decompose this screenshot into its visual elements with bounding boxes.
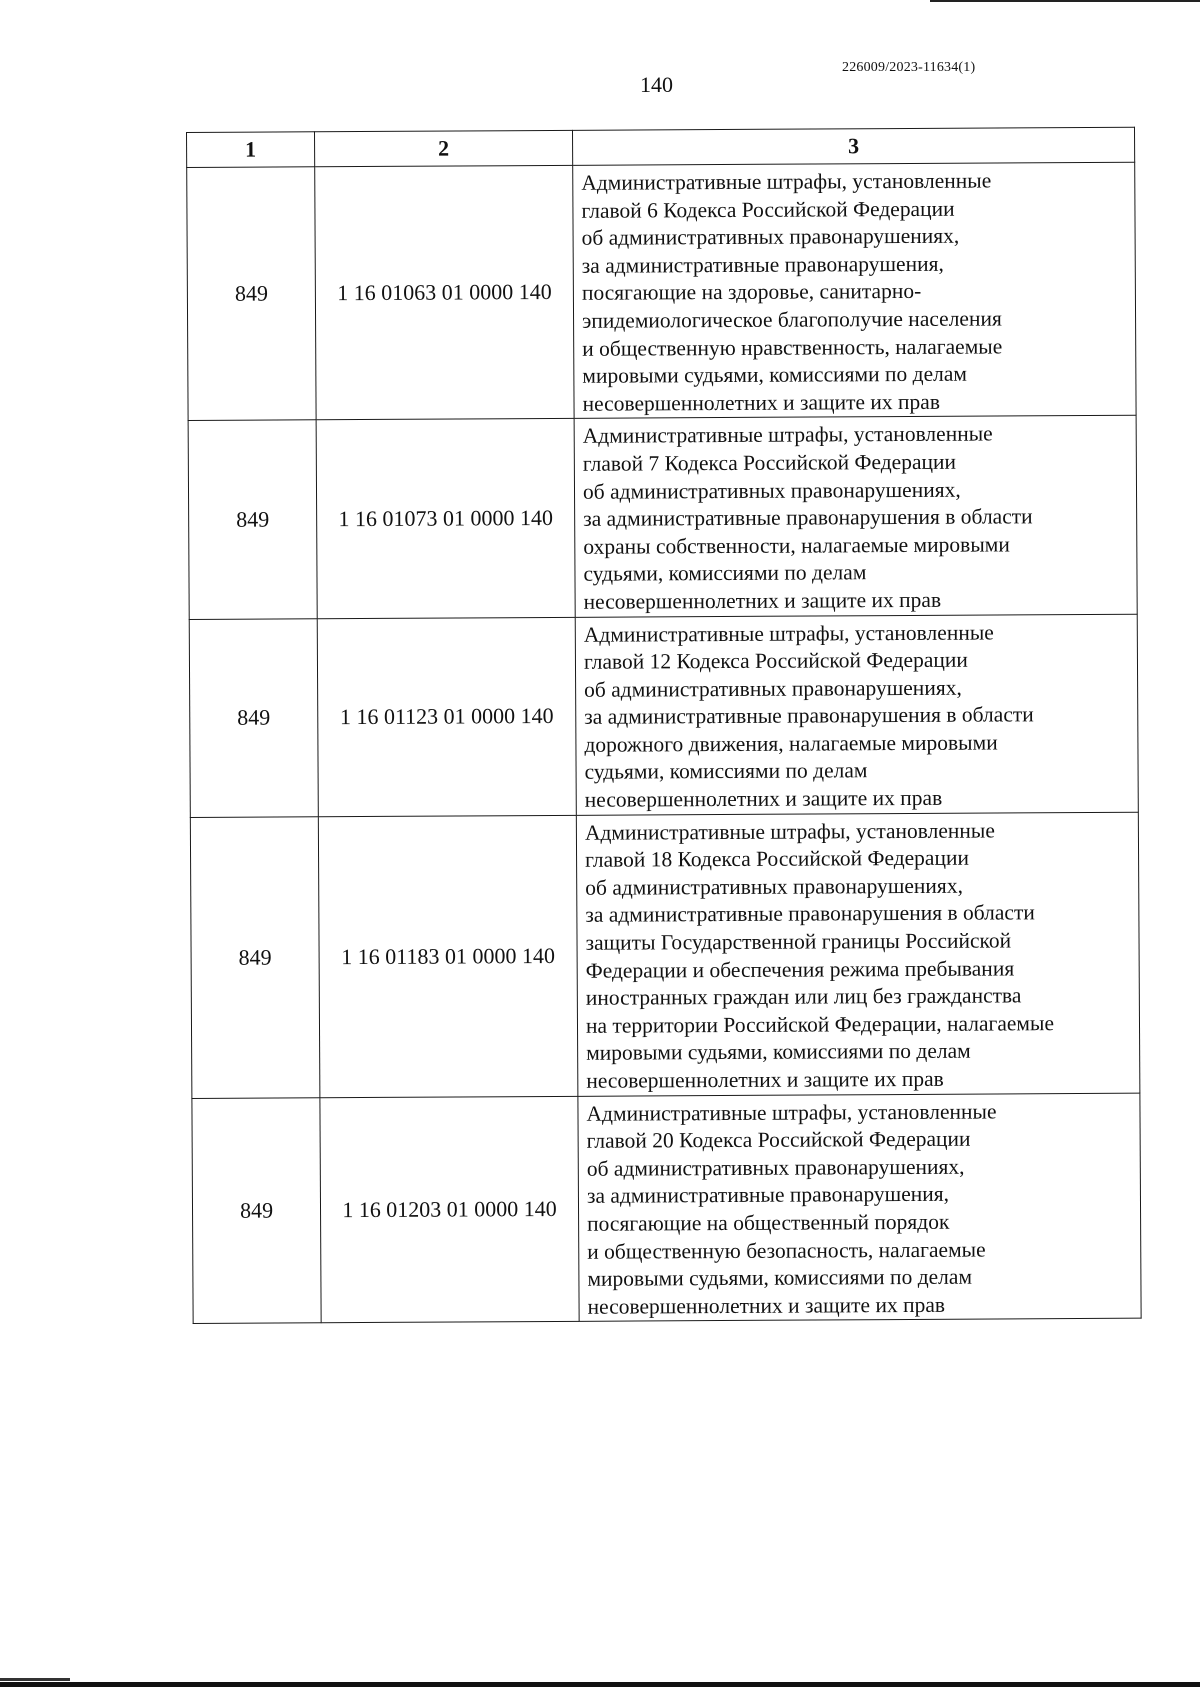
description-line: дорожного движения, налагаемые мировыми [584, 730, 998, 757]
description-line: за административные правонарушения в области [584, 702, 1034, 730]
revenue-description-cell [573, 162, 1136, 418]
budget-classification-code-cell: 1 16 01183 01 0000 140 [318, 815, 578, 1097]
description-line: несовершеннолетних и защите их прав [586, 1066, 944, 1093]
description-line: об административных правонарушениях, [586, 1154, 965, 1181]
description-line: Административные штрафы, установленные [586, 1099, 997, 1126]
scan-bottom-edge-band [0, 1682, 1200, 1687]
description-line: и общественную безопасность, налагаемые [587, 1237, 986, 1264]
description-line: мировыми судьями, комиссиями по делам [586, 1039, 971, 1066]
description-line: посягающие на общественный порядок [587, 1209, 950, 1236]
column-header-1: 1 [187, 132, 315, 168]
description-line: мировыми судьями, комиссиями по делам [587, 1264, 973, 1291]
table-row [188, 416, 1137, 619]
description-line: главой 6 Кодекса Российской Федерации [581, 196, 955, 223]
description-line: и общественную нравственность, налагаемые [582, 334, 1003, 361]
budget-codes-table [186, 127, 1142, 1325]
description-line: главой 7 Кодекса Российской Федерации [582, 449, 957, 476]
description-line: Административные штрафы, установленные [584, 818, 995, 845]
description-line: несовершеннолетних и защите их прав [587, 1292, 946, 1319]
table-row [187, 162, 1136, 421]
description-line: мировыми судьями, комиссиями по делам [582, 361, 968, 388]
description-line: несовершеннолетних и защите их прав [583, 587, 942, 614]
description-line: Административные штрафы, установленные [582, 421, 993, 449]
description-line: иностранных граждан или лиц без гражданства [585, 983, 1022, 1010]
scan-bottom-edge-mark [0, 1678, 70, 1681]
description-line: за административные правонарушения, [586, 1182, 950, 1209]
budget-classification-code-cell: 1 16 01203 01 0000 140 [320, 1096, 579, 1323]
table-row [189, 614, 1138, 817]
description-line: главой 18 Кодекса Российской Федерации [585, 845, 970, 873]
page-number: 140 [640, 72, 673, 97]
description-line: за административные правонарушения, [581, 251, 944, 278]
table-row [190, 812, 1140, 1098]
table-header-row [187, 127, 1135, 167]
description-line: эпидемиологическое благополучие населения [581, 306, 1002, 333]
description-line: главой 20 Кодекса Российской Федерации [586, 1126, 971, 1153]
description-line: на территории Российской Федерации, налагаемые [585, 1010, 1055, 1038]
admin-code-cell: 849 [187, 167, 316, 421]
document-id: 226009/2023-11634(1) [842, 60, 976, 75]
description-line: главой 12 Кодекса Российской Федерации [583, 647, 968, 674]
description-line: об административных правонарушениях, [582, 477, 961, 504]
budget-classification-code-cell: 1 16 01073 01 0000 140 [316, 419, 575, 619]
description-line: Административные штрафы, установленные [583, 619, 994, 647]
description-line: посягающие на здоровье, санитарно- [581, 279, 922, 306]
description-line: за административные правонарушения в области [583, 504, 1033, 531]
budget-classification-code-cell: 1 16 01123 01 0000 140 [317, 617, 576, 817]
description-line: об административных правонарушениях, [585, 873, 963, 900]
revenue-description-cell [578, 1093, 1141, 1322]
budget-classification-code-cell: 1 16 01063 01 0000 140 [315, 165, 574, 420]
description-line: Федерации и обеспечения режима пребывания [585, 956, 1015, 983]
description-line: об административных правонарушениях, [581, 223, 960, 250]
column-header-3: 3 [572, 127, 1134, 165]
admin-code-cell: 849 [190, 816, 320, 1098]
description-line: защиты Государственной границы Российской [585, 928, 1012, 955]
description-line: об административных правонарушениях, [584, 675, 962, 702]
admin-code-cell: 849 [189, 618, 318, 817]
revenue-description-cell [576, 812, 1140, 1096]
revenue-description-cell [575, 614, 1138, 815]
description-line: судьями, комиссиями по делам [584, 758, 868, 785]
description-line: охраны собственности, налагаемые мировыми [583, 532, 1010, 559]
admin-code-cell: 849 [188, 420, 317, 619]
description-line: несовершеннолетних и защите их прав [584, 785, 943, 812]
table-container [186, 127, 1141, 1325]
revenue-description-cell [574, 416, 1137, 617]
scan-top-edge-line [930, 0, 1200, 2]
table-row [192, 1093, 1141, 1324]
table-body [187, 162, 1141, 1324]
column-header-2: 2 [315, 130, 573, 166]
admin-code-cell: 849 [192, 1097, 321, 1323]
description-line: Административные штрафы, установленные [581, 168, 992, 195]
description-line: несовершеннолетних и защите их прав [582, 389, 941, 416]
description-line: за административные правонарушения в области [585, 900, 1035, 928]
description-line: судьями, комиссиями по делам [583, 560, 867, 587]
